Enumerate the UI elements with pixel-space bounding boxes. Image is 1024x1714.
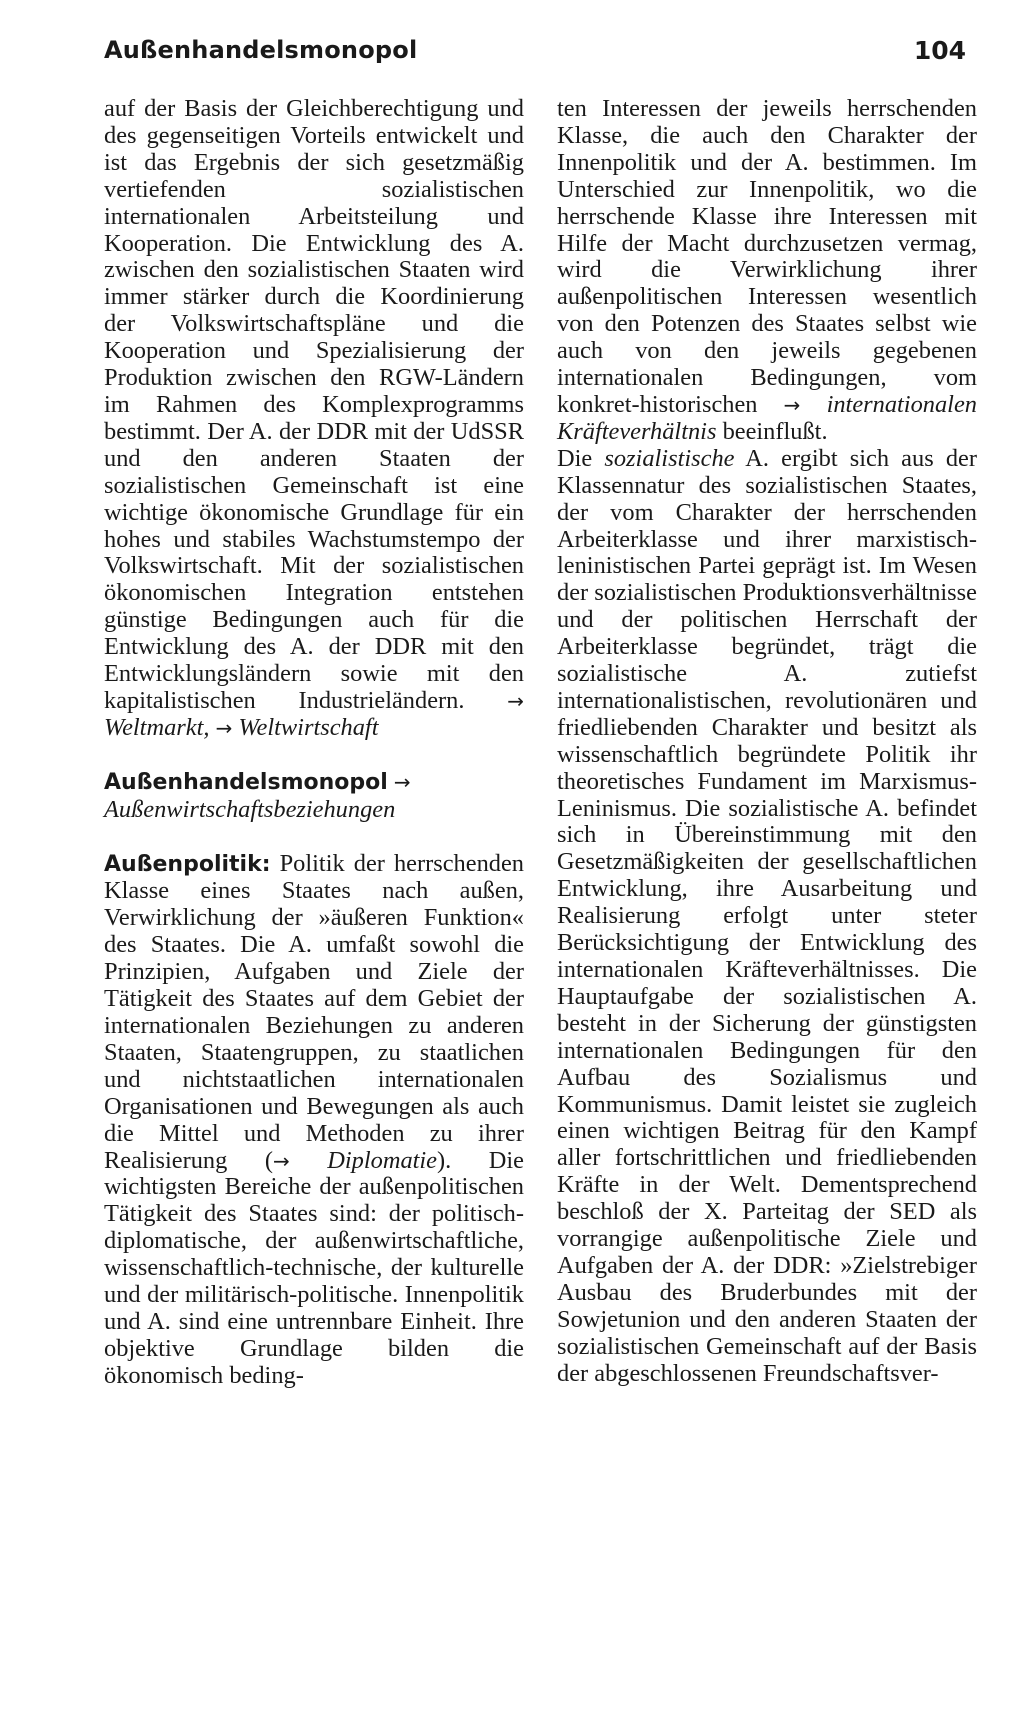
entry-text: ). Die wichtigsten Bereiche der außenpolitischen Tätigkeit des Staates sind: der politisch-diplomatische, der außenwirtschaftliche, wissenschaftlich-technische, der kulturelle und der militärisch-politische. Innenpolitik und A. sind eine untrennbare Einheit. Ihre objektive Grundlage bilden die ökonomisch beding- <box>104 1146 524 1389</box>
paragraph <box>557 446 977 1388</box>
continuation-paragraph <box>104 96 524 742</box>
entry-aussenpolitik <box>104 851 524 1390</box>
cross-reference-diplomatie[interactable]: Diplomatie <box>327 1146 438 1174</box>
emphasis: sozialistische <box>604 444 735 472</box>
paragraph-text: ten Interessen der jeweils herrschenden Klasse, die auch den Charakter der Innenpolitik und der A. bestimmen. Im Unterschied zur Innenpolitik, wo die herrschende Klasse ihre Interessen mit Hilfe der Macht durchzusetzen vermag, wird die Verwirklichung ihrer außenpolitischen Interessen wesentlich von den Potenzen des Staates selbst wie auch von den jeweils gegebenen internationalen Bedingungen, vom konkret-historischen <box>557 95 977 418</box>
running-head: Außenhandelsmonopol <box>104 36 418 64</box>
entry-text: Politik der herrschenden Klasse eines Staates nach außen, Verwirklichung der »äußeren Funktion« des Staates. Die A. umfaßt sowohl die Prinzipien, Aufgaben und Ziele der Tätigkeit des Staates auf dem Gebiet der internationalen Beziehungen zu anderen Staaten, Staatengruppen, zu staatlichen und nichtstaatlichen internationalen Organisationen und Bewegungen als auch die Mittel und Methoden zu ihrer Realisierung ( <box>104 849 524 1174</box>
page-number: 104 <box>913 36 966 65</box>
paragraph <box>557 96 977 446</box>
cross-reference-aussenwirtschaftsbeziehungen[interactable]: Außenwirtschaftsbeziehungen <box>104 795 396 823</box>
right-column <box>557 96 977 1388</box>
paragraph-text: A. ergibt sich aus der Klassennatur des sozialistischen Staates, der vom Charakter der herrschenden Arbeiterklasse und ihrer marxistisch-leninistischen Partei geprägt ist. Im Wesen der sozialistischen Produktionsverhältnisse und der politischen Herrschaft der Arbeiterklasse begründet, trägt die sozialistische A. zutiefst internationalistischen, revolutionären und friedliebenden Charakter und besitzt als wissenschaftlich begründete Politik ihr theoretisches Fundament im Marxismus-Leninismus. Die sozialistische A. befindet sich in Übereinstimmung mit den Gesetzmäßigkeiten der gesellschaftlichen Entwicklung, ihre Ausarbeitung und Realisierung erfolgt unter steter Berücksichtigung der Entwicklung des internationalen Kräfteverhältnisses. Die Hauptaufgabe der sozialistischen A. besteht in der Sicherung der günstigsten internationalen Bedingungen für den Aufbau des Sozialismus und Kommunismus. Damit leistet sie zugleich einen wichtigen Beitrag für den Kampf aller fortschrittlichen und friedliebenden Kräfte in der Welt. Dementsprechend beschloß der X. Parteitag der SED als vorrangige außenpolitische Ziele und Aufgaben der A. der DDR: »Zielstrebiger Ausbau des Bruderbundes mit der Sowjetunion und den anderen Staaten der sozialistischen Gemeinschaft auf der Basis der abgeschlossenen Freundschaftsver- <box>557 444 977 1387</box>
entry-aussenhandelsmonopol <box>104 769 524 824</box>
entry-headword: Außenhandelsmonopol <box>104 769 388 795</box>
cross-reference-internationalen-kraefteverhaeltnis[interactable]: internationalen Kräfteverhältnis <box>557 390 977 445</box>
paragraph-text: beeinflußt. <box>722 417 828 445</box>
cross-reference-arrow-icon: → <box>215 715 233 740</box>
entry-headword: Außenpolitik: <box>104 851 271 877</box>
left-column <box>104 96 524 1390</box>
cross-reference-weltmarkt[interactable]: Weltmarkt, <box>104 713 210 741</box>
paragraph-text: Die <box>557 444 593 472</box>
cross-reference-arrow-icon: → <box>393 769 411 794</box>
cross-reference-arrow-icon: → <box>272 1148 290 1173</box>
continuation-text: auf der Basis der Gleichberechtigung und des gegenseitigen Vorteils entwickelt und ist das Ergebnis der sich gesetzmäßig vertiefenden sozialistischen internationalen Arbeitsteilung und Kooperation. Die Entwicklung des A. zwischen den sozialistischen Staaten wird immer stärker durch die Koordinierung der Volkswirtschaftspläne und die Kooperation und Spezialisierung der Produktion zwischen den RGW-Ländern im Rahmen des Komplexprogramms bestimmt. Der A. der DDR mit der UdSSR und den anderen Staaten der sozialistischen Gemeinschaft ist eine wichtige ökonomische Grundlage für ein hohes und stabiles Wachstumstempo der Volkswirtschaft. Mit der sozialistischen ökonomischen Integration entstehen günstige Bedingungen auch für die Entwicklung des A. der DDR mit den Entwicklungsländern sowie mit den kapitalistischen Industrieländern. <box>104 95 524 714</box>
page-header <box>104 36 966 76</box>
cross-reference-arrow-icon: → <box>783 392 801 417</box>
cross-reference-arrow-icon: → <box>507 688 524 713</box>
cross-reference-weltwirtschaft[interactable]: Weltwirtschaft <box>238 713 379 741</box>
